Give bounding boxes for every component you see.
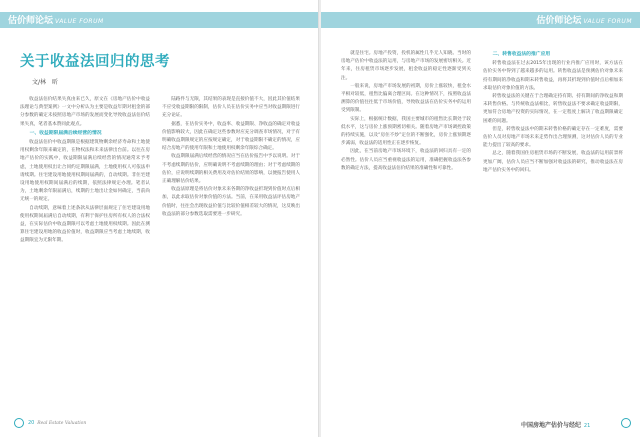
paragraph: 一般来说，房地产市场发展的初期，房价上涨较快，租金水平相对较低，租售比偏离合理区间。在这种情况下，按照收益法测算的价值往往低于市场价值，导致收益法在估价实务中的运用受到限制。	[341, 83, 471, 114]
paragraph: 收益法估价中收益期限是根据建筑物剩余经济寿命和土地使用权剩余年限来确定的，在物权法和未来法律出台前。以往在房地产估价的实践中，收益期限届满后续经营的情况通常未予考虑，土地使用权出让合同约定期限届满，土地使用权人可依法申请续期。住宅建设用地使用权期间届满的，自动续期。非住宅建设用地使用权期间届满后的续期，依照法律规定办理。笔者认为，土地剩余年限届满后，续期的土地出让金如何确定，当前尚无统一的规定。	[20, 140, 150, 203]
article-author: 文/林 昕	[32, 79, 59, 86]
paragraph: 转售收益法的关键在于合理确定持有期、持有期间的净收益和期末转售价格。与传统收益法相比，转售收益法不要求确定收益期限，更加符合房地产投资的实际情况，在一定程度上解决了收益期限确定困难的问题。	[483, 94, 623, 124]
section-label-en: VALUE FORUM	[583, 18, 632, 25]
right-footer	[521, 420, 590, 429]
right-page	[321, 0, 640, 437]
paragraph: 陆路件与无限，其结果的表现是直接价值不大，因此其价值结果不应受收益期限的限制，估价人员在估价实务中应当对收益期限进行充分论证。	[162, 97, 300, 119]
section-label-cn: 估价师论坛	[536, 16, 582, 26]
paragraph: 收益期限届满后续经营的情况应当在估价报告中予以说明。对于不考虑续期的估价，应明确说明不考虑续期的理由；对于考虑续期的估价，应说明续期的相关费用及对估价结果的影响，以便报告使用人正确理解估价结果。	[162, 154, 300, 185]
article-title: 关于收益法回归的思考	[20, 54, 170, 70]
paragraph: 自动续期，意味着上述条款从法律层面规定了住宅建设用地使用权期间届满后自动续期，有利于保护住房所有权人的合法权益，在实际估价中收益期限可以考虑土地使用权续期。因此在测算住宅建设用地的收益价值时，收益期限应当考虑土地续期，收益期限宜为无限年期。	[20, 205, 150, 244]
right-footer-cn: 中国房地产估价与经纪	[521, 422, 582, 429]
left-footer	[28, 420, 86, 426]
left-footer-brand: Real Estate Valuation	[37, 421, 87, 426]
paragraph: 因此，在当前房地产市场环境下，收益法的回归具有一定的必然性。估价人员应当重视收益法的运用，准确把握收益法各参数的确定方法，提高收益法估价结果的准确性和可靠性。	[341, 149, 471, 171]
magazine-logo-icon	[14, 418, 24, 428]
section-label-cn: 估价师论坛	[8, 16, 54, 26]
magazine-logo-icon	[621, 418, 631, 428]
left-page-number: 20	[28, 420, 35, 426]
paragraph: 就是住宅。房地产投资，投机的属性几乎无人知晓。当时的房地产估价中收益法的运用，与房地产市场的发展密切相关。近年来，住房租赁市场逐步发展，租金收益的稳定性逐渐受到关注。	[341, 51, 471, 81]
paragraph: 但是，转售收益法中的期末转售价格的确定存在一定难度，需要估价人员对房地产市场未来走势作出合理预测，这对估价人员的专业能力提出了较高的要求。	[483, 126, 623, 149]
paragraph: 转售收益法在过去2015年出现的行业内推广应用时，该方法在估价实务中得到了越来越多的运用。转售收益法是预测估价对象未来持有期间的净收益和期末转售收益，再将其折现到价值时点后相加来求取估价对象价值的方法。	[483, 61, 623, 91]
left-column-1	[20, 96, 150, 414]
left-column-2	[162, 96, 300, 414]
paragraph: 收益法原理是将估价对象未来各期的净收益折现到价值时点后相加，以此求取估价对象价值的方法。当前，在采用收益法评估房地产价值时，往往会出现收益价值与比较价值相差较大的情况，这反映出收益法的部分参数选取需要进一步研究。	[162, 187, 300, 217]
paragraph: 收益法估价结果失真由来已久，原文在《房地产估价中收益法理论与典型案例》一文中分析认为主要是收益年期对租金的部分参数的确定未按照房地产市场的发展而变化导致收益法估价结果失真，笔者基本赞同此观点。	[20, 97, 150, 127]
section-label	[8, 13, 104, 26]
section-heading: 二、转售收益法的推广应用	[492, 52, 551, 57]
paragraph: 总之，随着我国住房租赁市场的不断发展，收益法的运用前景将更加广阔，估价人员应当不断加强对收益法的研究，推动收益法在房地产估价实务中的回归。	[483, 151, 623, 173]
right-column-1	[341, 50, 471, 414]
right-column-2	[483, 50, 623, 414]
paragraph: 据悉，在估价实务中，收益率、收益期限、净收益的确定对收益价值影响较大，因此在确定这些参数时应充分调查市场情况，对于有明确收益期限规定的应按规定确定，对于收益期限不确定的情况，应结合房地产的使用年限和土地使用权剩余年限综合确定。	[162, 121, 300, 152]
section-label-en: VALUE FORUM	[55, 18, 104, 25]
section-label	[536, 13, 632, 26]
left-page	[0, 0, 319, 437]
paragraph: 实际上，根据统计数据，我国主要城市的租售比长期处于较低水平，这与房价上涨预期密切相关。随着房地产市场调控政策的持续实施，以及“房住不炒”定位的不断强化，房价上涨预期逐步减弱，收益法的适用性正在逐步恢复。	[341, 116, 471, 147]
section-heading: 一、收益期限届满后续经营的情况	[29, 130, 102, 136]
right-page-number: 21	[583, 423, 591, 429]
